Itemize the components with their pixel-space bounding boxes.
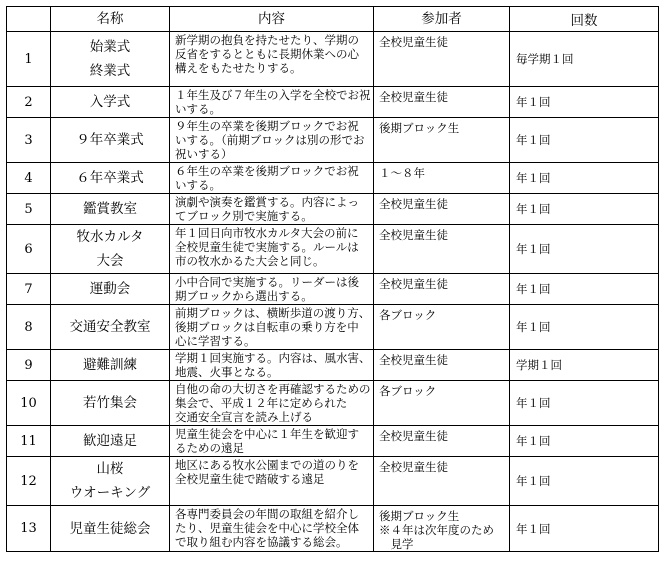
description-line: 地震、火事となる。 xyxy=(175,365,279,379)
header-content: 内容 xyxy=(170,7,374,32)
description-line: 児童生徒会を中心に１年生を歓迎す xyxy=(175,427,359,441)
event-name-line: ６年卒業式 xyxy=(76,170,144,186)
description-line: 構えをもたせたりする。 xyxy=(175,61,302,75)
participants-line: 全校児童生徒 xyxy=(379,197,448,211)
description-line: で取り組む内容を協議する総会。 xyxy=(175,535,348,549)
event-participants xyxy=(374,305,510,350)
event-name-line: ９年卒業式 xyxy=(76,132,144,148)
event-frequency: 年１回 xyxy=(510,225,659,274)
event-name-line: 児童生徒総会 xyxy=(69,520,151,537)
row-number: 6 xyxy=(7,225,51,274)
event-name xyxy=(51,350,170,381)
description-line: るための遠足 xyxy=(175,441,244,455)
event-frequency: 毎学期１回 xyxy=(510,32,659,87)
description-line: 集会で、平成１２年に定められた xyxy=(175,396,348,410)
row-number: 13 xyxy=(7,506,51,552)
event-description xyxy=(170,274,374,305)
participants-line: ※４年は次年度のため xyxy=(379,523,494,537)
event-participants xyxy=(374,32,510,87)
event-name-line: 終業式 xyxy=(89,63,131,79)
table-row xyxy=(7,381,659,426)
event-description xyxy=(170,194,374,225)
event-name-line: 始業式 xyxy=(89,39,131,55)
event-frequency: 年１回 xyxy=(510,305,659,350)
event-participants xyxy=(374,381,510,426)
event-name xyxy=(51,194,170,225)
description-line: てブロック別で実施する。 xyxy=(175,209,313,223)
row-number: 4 xyxy=(7,163,51,194)
description-line: 反省をするとともに長期休業への心 xyxy=(175,47,359,61)
event-frequency: 年１回 xyxy=(510,426,659,457)
event-name-line: 避難訓練 xyxy=(83,357,137,373)
row-number: 9 xyxy=(7,350,51,381)
table-row xyxy=(7,506,659,552)
description-line: 演劇や演奏を鑑賞する。内容によっ xyxy=(175,195,359,209)
event-name xyxy=(51,506,170,552)
event-name-line: 運動会 xyxy=(89,281,131,297)
description-line: いする。 xyxy=(175,102,221,116)
participants-line: 全校児童生徒 xyxy=(379,460,448,474)
event-name xyxy=(51,118,170,163)
event-name xyxy=(51,305,170,350)
event-description xyxy=(170,87,374,118)
event-name-line: 入学式 xyxy=(89,94,131,110)
event-name xyxy=(51,87,170,118)
row-number: 12 xyxy=(7,457,51,506)
row-number: 2 xyxy=(7,87,51,118)
row-number: 5 xyxy=(7,194,51,225)
event-frequency: 学期１回 xyxy=(510,350,659,381)
description-line: 小中合同で実施する。リーダーは後 xyxy=(175,275,359,289)
description-line: 全校児童生徒で実施する。ルールは xyxy=(175,240,359,254)
participants-line: 全校児童生徒 xyxy=(379,277,448,291)
table-row xyxy=(7,426,659,457)
header-participants: 参加者 xyxy=(374,7,510,32)
participants-line: 全校児童生徒 xyxy=(379,228,448,242)
description-line: いする。（前期ブロックは別の形でお xyxy=(175,133,365,147)
row-number: 10 xyxy=(7,381,51,426)
table-row xyxy=(7,194,659,225)
event-frequency: 年１回 xyxy=(510,194,659,225)
description-line: 祝いする） xyxy=(175,147,233,161)
event-frequency: 年１回 xyxy=(510,163,659,194)
event-name xyxy=(51,32,170,87)
event-participants xyxy=(374,87,510,118)
event-description xyxy=(170,350,374,381)
event-name-line: 鑑賞教室 xyxy=(83,201,137,217)
description-line: いする。 xyxy=(175,178,221,192)
event-frequency: 年１回 xyxy=(510,118,659,163)
table-row xyxy=(7,457,659,506)
event-description xyxy=(170,426,374,457)
participants-line: 全校児童生徒 xyxy=(379,90,448,104)
description-line: 後期ブロックは自転車の乗り方を中 xyxy=(175,320,359,334)
event-frequency: 年１回 xyxy=(510,506,659,552)
description-line: ９年生の卒業を後期ブロックでお祝 xyxy=(175,119,359,133)
row-number: 11 xyxy=(7,426,51,457)
header-number xyxy=(7,7,51,32)
row-number: 8 xyxy=(7,305,51,350)
event-participants xyxy=(374,118,510,163)
description-line: ６年生の卒業を後期ブロックでお祝 xyxy=(175,164,359,178)
event-participants xyxy=(374,163,510,194)
event-name xyxy=(51,274,170,305)
header-name: 名称 xyxy=(51,7,170,32)
event-participants xyxy=(374,350,510,381)
event-name-line: 若竹集会 xyxy=(83,395,137,411)
description-line: 市の牧水かるた大会と同じ。 xyxy=(175,254,325,268)
table-row xyxy=(7,305,659,350)
description-line: １年生及び７年生の入学を全校でお祝 xyxy=(175,88,371,102)
participants-line: 後期ブロック生 xyxy=(379,121,460,135)
description-line: 年１回日向市牧水カルタ大会の前に xyxy=(175,226,359,240)
event-frequency: 年１回 xyxy=(510,457,659,506)
event-description xyxy=(170,32,374,87)
description-line: 交通安全宣言を読み上げる xyxy=(175,410,313,424)
event-name-line: ウオーキング xyxy=(69,485,151,501)
event-participants xyxy=(374,225,510,274)
event-name-line: 山桜 xyxy=(96,461,124,477)
participants-line: 後期ブロック生 xyxy=(379,509,460,523)
participants-line: １～８年 xyxy=(379,166,425,180)
header-frequency: 回数 xyxy=(510,7,659,32)
event-name-line: 交通安全教室 xyxy=(69,319,151,335)
table-row xyxy=(7,225,659,274)
row-number: 3 xyxy=(7,118,51,163)
table-row xyxy=(7,32,659,87)
row-number: 1 xyxy=(7,32,51,87)
description-line: 学期１回実施する。内容は、風水害、 xyxy=(175,351,371,365)
description-line: 期ブロックから選出する。 xyxy=(175,289,313,303)
event-participants xyxy=(374,457,510,506)
event-description xyxy=(170,163,374,194)
table-row xyxy=(7,87,659,118)
event-description xyxy=(170,305,374,350)
description-line: 新学期の抱負を持たせたり、学期の xyxy=(175,33,359,47)
event-name-line: 歓迎遠足 xyxy=(83,433,137,449)
participants-line: 各ブロック xyxy=(379,384,437,398)
event-name xyxy=(51,457,170,506)
event-name-line: 牧水カルタ xyxy=(76,229,144,245)
event-description xyxy=(170,506,374,552)
event-participants xyxy=(374,194,510,225)
event-description xyxy=(170,381,374,426)
event-frequency: 年１回 xyxy=(510,274,659,305)
event-frequency: 年１回 xyxy=(510,87,659,118)
event-frequency: 年１回 xyxy=(510,381,659,426)
header-row xyxy=(7,7,659,32)
table-row xyxy=(7,118,659,163)
event-name xyxy=(51,225,170,274)
description-line: 各専門委員会の年間の取組を紹介し xyxy=(175,507,359,521)
event-name xyxy=(51,163,170,194)
description-line: 全校児童生徒で踏破する遠足 xyxy=(175,472,325,486)
participants-line: 見学 xyxy=(379,537,414,551)
description-line: 地区にある牧水公園までの道のりを xyxy=(175,458,359,472)
description-line: 自他の命の大切さを再確認するための xyxy=(175,382,371,396)
row-number: 7 xyxy=(7,274,51,305)
event-description xyxy=(170,118,374,163)
table-row xyxy=(7,350,659,381)
description-line: たり、児童生徒会を中心に学校全体 xyxy=(175,521,359,535)
participants-line: 全校児童生徒 xyxy=(379,35,448,49)
participants-line: 各ブロック xyxy=(379,308,437,322)
participants-line: 全校児童生徒 xyxy=(379,429,448,443)
description-line: 心に学習する。 xyxy=(175,334,256,348)
event-participants xyxy=(374,426,510,457)
event-name-line: 大会 xyxy=(96,253,124,269)
participants-line: 全校児童生徒 xyxy=(379,353,448,367)
table-row xyxy=(7,163,659,194)
event-participants xyxy=(374,274,510,305)
school-events-table xyxy=(6,6,659,552)
event-participants xyxy=(374,506,510,552)
event-name xyxy=(51,426,170,457)
description-line: 前期ブロックは、横断歩道の渡り方、 xyxy=(175,306,371,320)
event-description xyxy=(170,225,374,274)
event-description xyxy=(170,457,374,506)
event-name xyxy=(51,381,170,426)
table-row xyxy=(7,274,659,305)
